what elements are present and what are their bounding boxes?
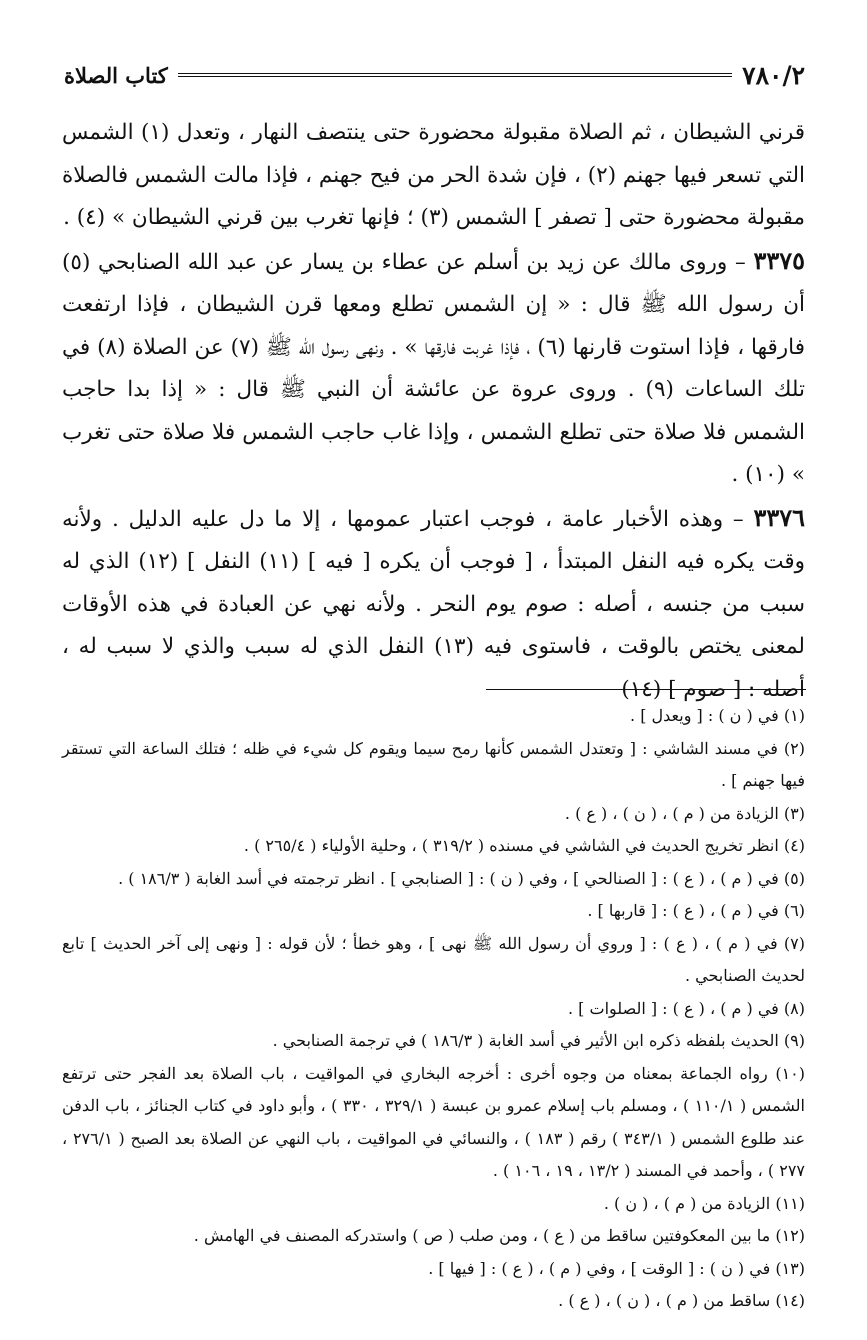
header-double-rule [178,73,732,77]
footnote-row [62,798,805,831]
footnote-10: (١٠) رواه الجماعة بمعناه من وجوه أخرى : أخرجه البخاري في المواقيت ، باب الصلاة بعد الفجر حتى ترتفع الشمس ( ١١٠/١ ) ، ومسلم باب إسلام عمرو بن عبسة ( ٣٢٩/١ ، ٣٣٠ ) ، وأبو داود في كتاب الجنائز ، باب الدفن عند طلوع الشمس ( ٣٤٣/١ ) رقم ( ١٨٣ ) ، والنسائي في المواقيت ، باب النهي عن الصلاة بعد الصبح ( ٢٧٦/١ ، ٢٧٧ ) ، وأحمد في المسند ( ١٣/٢ ، ١٩ ، ١٠٦ ) . [62,1063,805,1180]
footnote-8: (٨) في ( م ) ، ( ع ) : [ الصلوات ] . [568,998,805,1018]
footnote-3: (٣) الزيادة من ( م ) ، ( ن ) ، ( ع ) . [564,803,805,823]
page-header [64,56,805,94]
footnotes [62,700,805,1318]
paragraph-number: ٣٣٧٦ [753,502,805,532]
paragraph-3375 [62,240,805,497]
main-text [62,112,805,711]
footnote-6: (٦) في ( م ) ، ( ع ) : [ قاربها ] . [587,901,805,920]
footnote-7: (٧) في ( م ) ، ( ع ) : [ وروي أن رسول الله ﷺ نهى ] ، وهو خطأ ؛ لأن قوله : [ ونهى إلى آخر الحديث ] تابع لحديث الصنابحي . [62,933,805,985]
paragraph-body: – وروى مالك عن زيد بن أسلم عن عطاء بن يسار عن عبد الله الصنابحي (٥) أن رسول الله ﷺ قال : « إن الشمس تطلع ومعها قرن الشيطان ، فإذا ارتفعت فارقها ، فإذا استوت قارنها (٦) ، فإذا غربت فارقها » . ونهى رسول الله ﷺ (٧) عن الصلاة (٨) في تلك الساعات (٩) . وروى عروة عن عائشة أن النبي ﷺ قال : « إذا بدا حاجب الشمس فلا صلاة حتى تطلع الشمس ، وإذا غاب حاجب الشمس فلا صلاة حتى تغرب » (١٠) . [62,249,805,487]
paragraph-continuation: قرني الشيطان ، ثم الصلاة مقبولة محضورة حتى ينتصف النهار ، وتعدل (١) الشمس التي تسعر فيها جهنم (٢) ، فإن شدة الحر من فيح جهنم ، فإذا مالت الشمس فالصلاة مقبولة محضورة حتى [ تصفر ] الشمس (٣) ؛ فإنها تغرب بين قرني الشيطان » (٤) . [62,120,806,230]
paragraph-body: – وهذه الأخبار عامة ، فوجب اعتبار عمومها ، إلا ما دل عليه الدليل . ولأنه وقت يكره فيه النفل المبتدأ ، [ فوجب أن يكره [ فيه ] (١١) النفل ] (١٢) الذي له سبب من جنسه ، أصله : صوم يوم النحر . ولأنه نهي عن العبادة في هذه الأوقات لمعنى يختص بالوقت ، فاستوى فيه (١٣) النفل الذي له سبب والذي لا سبب له ، أصله : [ صوم ] (١٤) [62,506,805,702]
footnote-9: (٩) الحديث بلفظه ذكره ابن الأثير في أسد الغابة ( ١٨٦/٣ ) في ترجمة الصنابحي . [272,1031,805,1050]
footnote-11: (١١) الزيادة من ( م ) ، ( ن ) . [603,1193,805,1213]
footnote-separator [486,689,806,690]
footnote-row [62,733,805,798]
paragraph-number: ٣٣٧٥ [753,245,806,275]
footnote-2: (٢) في مسند الشاشي : [ وتعتدل الشمس كأنها رمح سيما ويقوم كل شيء في ظله ؛ فتلك الساعة التي تستقر فيها جهنم ] . [62,738,805,790]
footnote-14: (١٤) ساقط من ( م ) ، ( ن ) ، ( ع ) . [558,1291,805,1310]
footnote-12: (١٢) ما بين المعكوفتين ساقط من ( ع ) ، ومن صلب ( ص ) واستدركه المصنف في الهامش . [193,1226,805,1245]
running-title: كتاب الصلاة [64,62,168,88]
footnote-4: (٤) انظر تخريج الحديث في الشاشي في مسنده ( ٣١٩/٢ ) ، وحلية الأولياء ( ٢٦٥/٤ ) . [243,836,805,855]
paragraph-3376 [62,497,805,712]
footnote-1: (١) في ( ن ) : [ ويعدل ] . [630,706,805,725]
footnote-5: (٥) في ( م ) ، ( ع ) : [ الصنالحي ] ، وفي ( ن ) : [ الصنابجي ] . انظر ترجمته في أسد الغابة ( ١٨٦/٣ ) . [118,868,805,888]
footnote-13: (١٣) في ( ن ) : [ الوقت ] ، وفي ( م ) ، ( ع ) : [ فيها ] . [428,1258,805,1278]
page-number: ٧٨٠/٢ [742,60,805,90]
